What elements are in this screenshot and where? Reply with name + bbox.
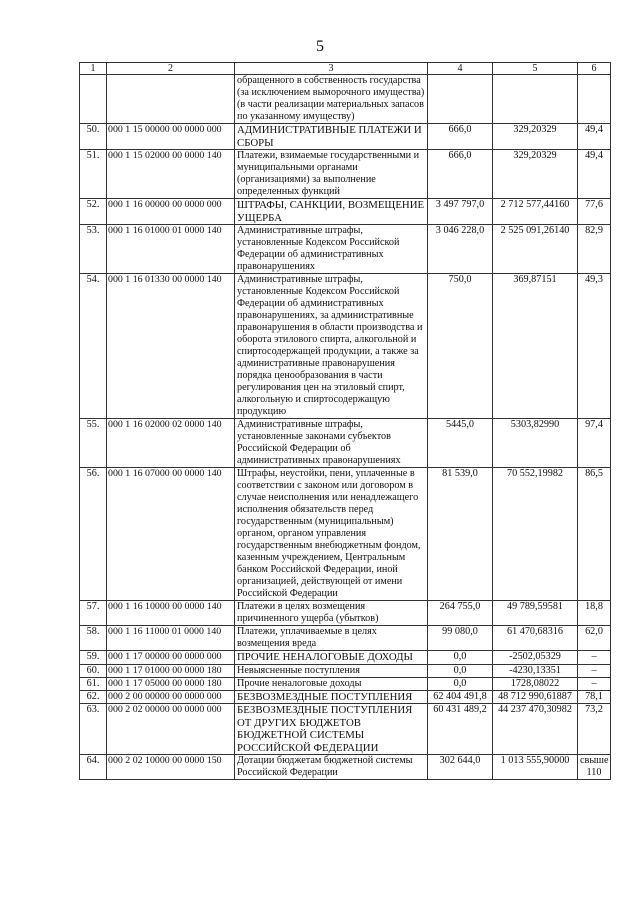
row-number: 58. <box>80 626 107 651</box>
budget-code: 000 1 17 00000 00 0000 000 <box>107 651 235 665</box>
revenue-name: Платежи, взимаемые государственными и муниципальными органами (организациями) за выполнение определенных функций <box>235 150 428 199</box>
table-row <box>80 225 611 274</box>
table-row <box>80 601 611 626</box>
fact-value: 2 525 091,26140 <box>493 225 578 274</box>
fact-value: 61 470,68316 <box>493 626 578 651</box>
row-number: 59. <box>80 651 107 665</box>
fact-value: 49 789,59581 <box>493 601 578 626</box>
execution-percent: 77,6 <box>578 199 611 225</box>
row-number: 50. <box>80 124 107 150</box>
plan-value: 5445,0 <box>428 419 493 468</box>
row-number: 61. <box>80 677 107 690</box>
fact-value: 329,20329 <box>493 124 578 150</box>
table-row <box>80 755 611 780</box>
execution-percent: 49,4 <box>578 124 611 150</box>
plan-value: 62 404 491,8 <box>428 690 493 704</box>
plan-value: 0,0 <box>428 664 493 677</box>
row-number: 64. <box>80 755 107 780</box>
table-row <box>80 664 611 677</box>
budget-code: 000 2 02 10000 00 0000 150 <box>107 755 235 780</box>
row-number: 56. <box>80 468 107 601</box>
fact-value: 329,20329 <box>493 150 578 199</box>
table-row <box>80 124 611 150</box>
column-header: 1 <box>80 63 107 75</box>
revenue-name: Платежи, уплачиваемые в целях возмещения вреда <box>235 626 428 651</box>
plan-value: 3 046 228,0 <box>428 225 493 274</box>
execution-percent: 73,2 <box>578 704 611 755</box>
plan-value: 264 755,0 <box>428 601 493 626</box>
execution-percent: – <box>578 664 611 677</box>
row-number: 63. <box>80 704 107 755</box>
revenue-name: Невыясненные поступления <box>235 664 428 677</box>
revenue-table <box>79 62 611 780</box>
column-number-row <box>80 63 611 75</box>
budget-code: 000 1 16 10000 00 0000 140 <box>107 601 235 626</box>
revenue-name: ШТРАФЫ, САНКЦИИ, ВОЗМЕЩЕНИЕ УЩЕРБА <box>235 199 428 225</box>
table-row <box>80 150 611 199</box>
revenue-name: БЕЗВОЗМЕЗДНЫЕ ПОСТУПЛЕНИЯ <box>235 690 428 704</box>
budget-code: 000 1 16 02000 02 0000 140 <box>107 419 235 468</box>
row-number: 53. <box>80 225 107 274</box>
revenue-name: Прочие неналоговые доходы <box>235 677 428 690</box>
table-row <box>80 690 611 704</box>
execution-percent: – <box>578 651 611 665</box>
revenue-name: Платежи в целях возмещения причиненного ущерба (убытков) <box>235 601 428 626</box>
execution-percent: 82,9 <box>578 225 611 274</box>
budget-code: 000 1 16 01000 01 0000 140 <box>107 225 235 274</box>
plan-value: 666,0 <box>428 124 493 150</box>
fact-value: -4230,13351 <box>493 664 578 677</box>
row-number: 55. <box>80 419 107 468</box>
execution-percent: 18,8 <box>578 601 611 626</box>
table-row <box>80 468 611 601</box>
fact-value: 5303,82990 <box>493 419 578 468</box>
table-row <box>80 75 611 124</box>
plan-value: 60 431 489,2 <box>428 704 493 755</box>
row-number: 60. <box>80 664 107 677</box>
column-header: 3 <box>235 63 428 75</box>
table-row <box>80 677 611 690</box>
revenue-name: обращенного в собственность государства (за исключением выморочного имущества) (в части реализации материальных запасов по указанному имуществу) <box>235 75 428 124</box>
fact-value: 2 712 577,44160 <box>493 199 578 225</box>
fact-value: 1 013 555,90000 <box>493 755 578 780</box>
plan-value: 302 644,0 <box>428 755 493 780</box>
row-number: 57. <box>80 601 107 626</box>
row-number: 54. <box>80 274 107 419</box>
budget-code: 000 1 16 01330 00 0000 140 <box>107 274 235 419</box>
revenue-name: ПРОЧИЕ НЕНАЛОГОВЫЕ ДОХОДЫ <box>235 651 428 665</box>
revenue-name: Административные штрафы, установленные Кодексом Российской Федерации об административных правонарушениях <box>235 225 428 274</box>
plan-value <box>428 75 493 124</box>
budget-code: 000 1 15 02000 00 0000 140 <box>107 150 235 199</box>
fact-value <box>493 75 578 124</box>
revenue-name: Штрафы, неустойки, пени, уплаченные в соответствии с законом или договором в случае неисполнения или ненадлежащего исполнения обязательств перед государственным (муниципальным) органом, органом управления государственным внебюджетным фондом, казенным учреждением, Центральным банком Российской Федерации, иной организацией, действующей от имени Российской Федерации <box>235 468 428 601</box>
revenue-name: АДМИНИСТРАТИВНЫЕ ПЛАТЕЖИ И СБОРЫ <box>235 124 428 150</box>
column-header: 2 <box>107 63 235 75</box>
execution-percent: 49,4 <box>578 150 611 199</box>
execution-percent: 86,5 <box>578 468 611 601</box>
revenue-name: Дотации бюджетам бюджетной системы Российской Федерации <box>235 755 428 780</box>
revenue-name: БЕЗВОЗМЕЗДНЫЕ ПОСТУПЛЕНИЯ ОТ ДРУГИХ БЮДЖЕТОВ БЮДЖЕТНОЙ СИСТЕМЫ РОССИЙСКОЙ ФЕДЕРАЦИИ <box>235 704 428 755</box>
plan-value: 750,0 <box>428 274 493 419</box>
execution-percent: 97,4 <box>578 419 611 468</box>
budget-code: 000 2 02 00000 00 0000 000 <box>107 704 235 755</box>
plan-value: 0,0 <box>428 677 493 690</box>
fact-value: -2502,05329 <box>493 651 578 665</box>
table-row <box>80 199 611 225</box>
budget-code: 000 1 16 11000 01 0000 140 <box>107 626 235 651</box>
plan-value: 99 080,0 <box>428 626 493 651</box>
execution-percent: 62,0 <box>578 626 611 651</box>
column-header: 5 <box>493 63 578 75</box>
row-number <box>80 75 107 124</box>
table-row <box>80 651 611 665</box>
revenue-name: Административные штрафы, установленные законами субъектов Российской Федерации об административных правонарушениях <box>235 419 428 468</box>
budget-code: 000 1 15 00000 00 0000 000 <box>107 124 235 150</box>
row-number: 52. <box>80 199 107 225</box>
budget-code: 000 1 16 07000 00 0000 140 <box>107 468 235 601</box>
page-number: 5 <box>316 38 324 55</box>
revenue-name: Административные штрафы, установленные Кодексом Российской Федерации об административных правонарушениях, за административные правонарушения в области производства и оборота этилового спирта, алкогольной и спиртосодержащей продукции, а также за административные правонарушения порядка ценообразования в части регулирования цен на этиловый спирт, алкогольную и спиртосодержащую продукцию <box>235 274 428 419</box>
plan-value: 81 539,0 <box>428 468 493 601</box>
budget-code: 000 2 00 00000 00 0000 000 <box>107 690 235 704</box>
table-row <box>80 626 611 651</box>
fact-value: 70 552,19982 <box>493 468 578 601</box>
execution-percent <box>578 75 611 124</box>
column-header: 4 <box>428 63 493 75</box>
table-row <box>80 704 611 755</box>
budget-code: 000 1 17 05000 00 0000 180 <box>107 677 235 690</box>
row-number: 51. <box>80 150 107 199</box>
budget-code <box>107 75 235 124</box>
plan-value: 0,0 <box>428 651 493 665</box>
budget-code: 000 1 16 00000 00 0000 000 <box>107 199 235 225</box>
execution-percent: 78,1 <box>578 690 611 704</box>
budget-code: 000 1 17 01000 00 0000 180 <box>107 664 235 677</box>
fact-value: 1728,08022 <box>493 677 578 690</box>
plan-value: 3 497 797,0 <box>428 199 493 225</box>
plan-value: 666,0 <box>428 150 493 199</box>
fact-value: 48 712 990,61887 <box>493 690 578 704</box>
fact-value: 44 237 470,30982 <box>493 704 578 755</box>
table-row <box>80 419 611 468</box>
execution-percent: 49,3 <box>578 274 611 419</box>
table-row <box>80 274 611 419</box>
row-number: 62. <box>80 690 107 704</box>
execution-percent: свыше 110 <box>578 755 611 780</box>
execution-percent: – <box>578 677 611 690</box>
column-header: 6 <box>578 63 611 75</box>
fact-value: 369,87151 <box>493 274 578 419</box>
